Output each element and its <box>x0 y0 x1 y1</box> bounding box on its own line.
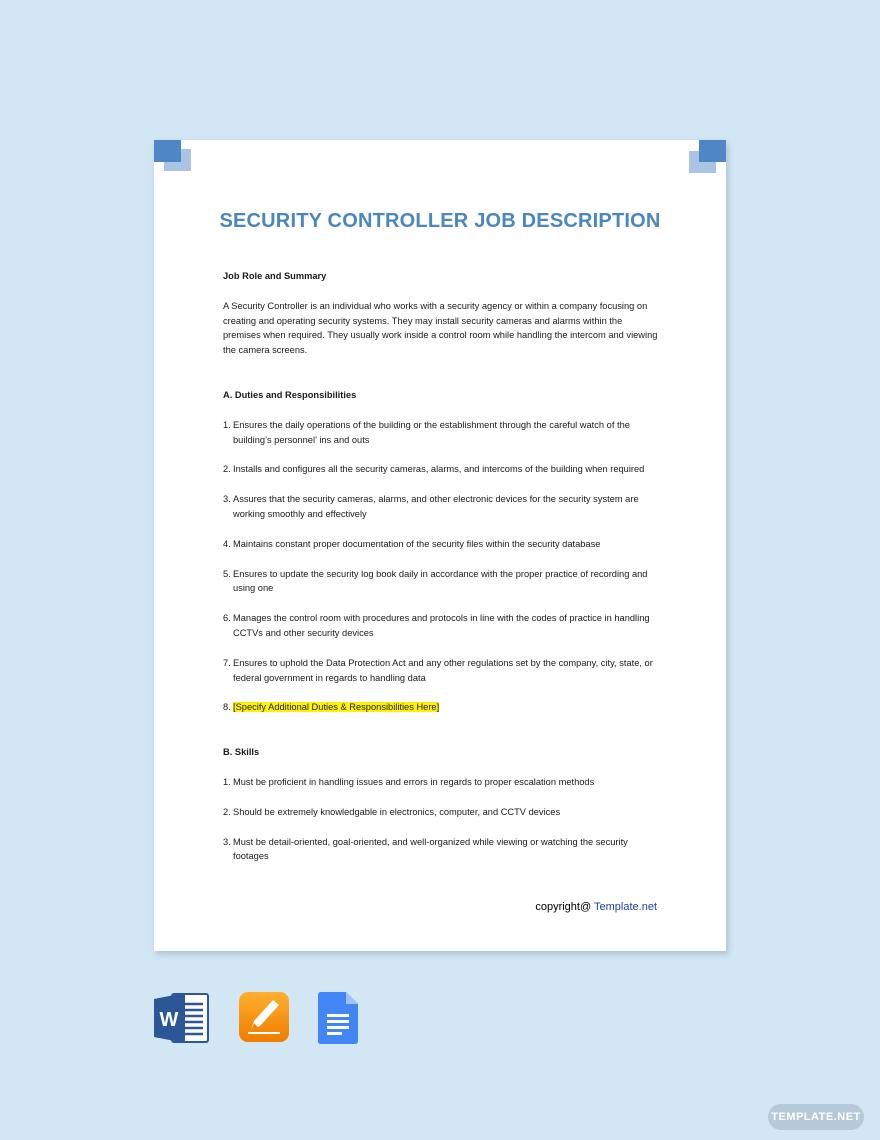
pages-icon[interactable] <box>239 992 289 1047</box>
list-item <box>223 462 659 477</box>
corner-decoration-left <box>154 140 192 172</box>
google-docs-icon[interactable] <box>318 992 358 1049</box>
word-letter: W <box>159 1009 179 1031</box>
corner-square-front <box>699 140 726 162</box>
word-icon[interactable] <box>154 992 210 1049</box>
copyright-line <box>535 901 657 913</box>
item-text: Should be extremely knowledgable in electronics, computer, and CCTV devices <box>233 806 561 817</box>
copyright-link[interactable]: Template.net <box>594 901 657 913</box>
item-text: Must be proficient in handling issues and errors in regards to proper escalation methods <box>233 776 595 787</box>
copyright-label: copyright@ <box>535 901 595 913</box>
list-item <box>223 418 659 448</box>
item-number: 1. <box>223 419 231 430</box>
duties-heading: A. Duties and Responsibilities <box>223 389 357 400</box>
list-item <box>223 567 659 597</box>
list-item <box>223 775 659 790</box>
item-number: 3. <box>223 836 231 847</box>
item-number: 6. <box>223 613 231 624</box>
item-number: 2. <box>223 806 231 817</box>
document-title: SECURITY CONTROLLER JOB DESCRIPTION <box>219 210 661 232</box>
item-text: Ensures to uphold the Data Protection Act and any other regulations set by the company, city, state, or federal government in regards to handling data <box>233 657 653 683</box>
list-item <box>223 656 659 686</box>
template-net-badge[interactable]: TEMPLATE.NET <box>768 1104 864 1130</box>
corner-decoration-right <box>688 140 726 174</box>
list-item <box>223 835 659 865</box>
item-number: 1. <box>223 776 231 787</box>
item-number: 2. <box>223 464 231 475</box>
item-text: Manages the control room with procedures and protocols in line with the codes of practice in handling CCTVs and other security devices <box>233 613 650 638</box>
item-number: 3. <box>223 494 231 505</box>
item-text: Installs and configures all the security cameras, alarms, and intercoms of the building when required <box>233 464 645 475</box>
item-text: Ensures the daily operations of the building or the establishment through the careful watch of the building’s personnel’ ins and outs <box>233 419 630 445</box>
summary-paragraph: A Security Controller is an individual who works with a security agency or within a company focusing on creating and operating security systems. They may install security cameras and alarms within the premises when required. They usually work inside a control room while handling the intercom and viewing the camera screens. <box>223 300 658 356</box>
item-text: Maintains constant proper documentation of the security files within the security database <box>233 538 601 549</box>
list-item <box>223 805 659 820</box>
list-item <box>223 492 659 522</box>
document-body <box>223 269 659 864</box>
item-text: Assures that the security cameras, alarms, and other electronic devices for the security system are working smoothly and effectively <box>233 494 639 519</box>
role-heading: Job Role and Summary <box>223 271 327 281</box>
list-item <box>223 700 659 715</box>
skills-heading: B. Skills <box>223 747 260 758</box>
list-item <box>223 537 659 552</box>
list-item <box>223 611 659 641</box>
item-text: Must be detail-oriented, goal-oriented, and well-organized while viewing or watching the security footages <box>233 836 628 862</box>
item-number: 7. <box>223 657 231 668</box>
document-page <box>154 140 726 951</box>
item-number: 8. <box>223 702 231 713</box>
item-text: Ensures to update the security log book daily in accordance with the proper practice of recording and using one <box>233 568 648 594</box>
placeholder-highlight[interactable]: [Specify Additional Duties & Responsibilities Here] <box>233 702 440 713</box>
item-number: 4. <box>223 538 231 549</box>
corner-square-front <box>154 140 181 162</box>
item-number: 5. <box>223 568 231 579</box>
